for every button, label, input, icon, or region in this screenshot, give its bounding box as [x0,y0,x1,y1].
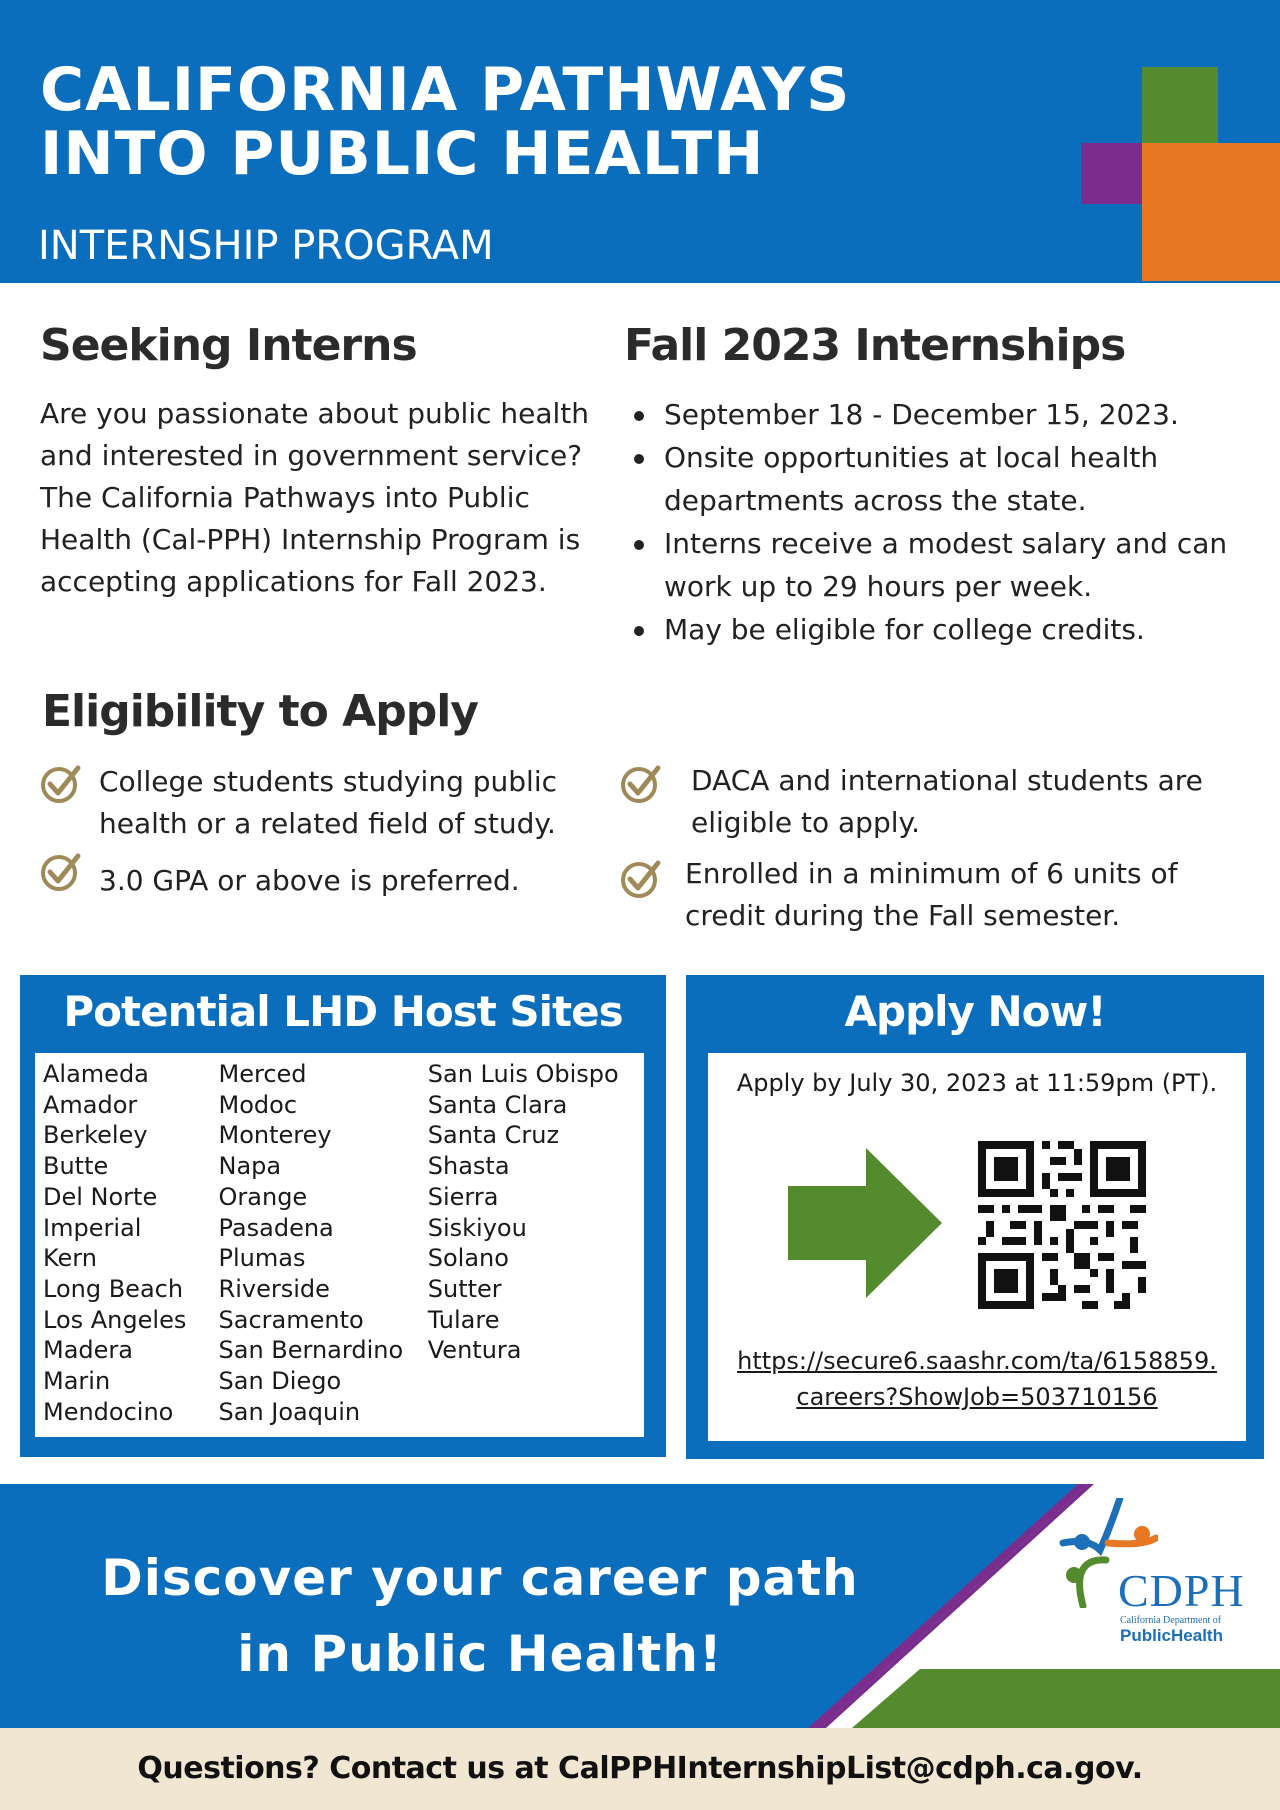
list-item: Pasadena [218,1213,334,1242]
list-item: Orange [218,1182,308,1211]
seeking-interns-body: Are you passionate about public health and interested in government service? The California Pathways into Public Health (Cal-PPH) Internship Program is accepting applications for Fall 2023. [40,397,590,598]
eligibility-item: Enrolled in a minimum of 6 units of credit during the Fall semester. [685,857,1178,932]
list-item: Amador [43,1090,138,1119]
logo-public-health: PublicHealth [1120,1626,1223,1645]
list-item: San Bernardino [218,1336,404,1365]
logo-department: California Department of [1120,1615,1222,1626]
title-line-1: CALIFORNIA PATHWAYS [40,55,851,125]
list-item [634,393,1254,436]
list-item: Plumas [218,1244,306,1273]
list-item [634,608,1254,651]
title-line-2: INTO PUBLIC HEALTH [40,119,765,189]
header-banner [0,0,1280,283]
apply-now-box [686,975,1264,1459]
eligibility-heading: Eligibility to Apply [42,686,478,737]
fall-item-text: September 18 - December 15, 2023. [664,398,1179,431]
eligibility-item: 3.0 GPA or above is preferred. [99,864,520,897]
banner-line-2: in Public Health! [237,1625,723,1683]
contact-bar[interactable]: Questions? Contact us at CalPPHInternshipList@cdph.ca.gov. [0,1728,1280,1810]
list-item: Madera [43,1336,133,1365]
host-sites-column-3 [428,1059,636,1431]
list-item [634,436,1254,522]
list-item: Sacramento [218,1305,364,1334]
fall-item-text: Interns receive a modest salary and can work up to 29 hours per week. [664,527,1228,603]
host-sites-box [20,975,666,1457]
list-item: Mendocino [43,1397,174,1426]
list-item: Santa Cruz [427,1121,560,1150]
list-item: Siskiyou [427,1213,527,1242]
list-item: San Luis Obispo [427,1060,619,1088]
apply-deadline: Apply by July 30, 2023 at 11:59pm (PT). [736,1069,1218,1097]
list-item: Long Beach [43,1274,184,1303]
fall-internships-list [634,393,1254,651]
apply-link-line-2[interactable]: careers?ShowJob=503710156 [796,1383,1158,1411]
list-item: Sutter [427,1274,502,1303]
list-item: Ventura [427,1336,522,1365]
list-item: Santa Clara [427,1090,568,1119]
apply-link[interactable] [708,1343,1246,1415]
list-item: Marin [43,1367,111,1396]
bullet-icon [634,454,644,464]
list-item: Modoc [218,1090,298,1119]
apply-now-panel [708,1053,1246,1441]
page-subtitle: INTERNSHIP PROGRAM [38,223,494,269]
logo-wordmark: CDPH [1118,1565,1245,1616]
eligibility-item: College students studying public health or a related field of study. [99,765,557,840]
host-sites-heading: Potential LHD Host Sites [63,987,623,1036]
list-item: Butte [43,1152,109,1181]
fall-internships-heading: Fall 2023 Internships [624,320,1126,371]
list-item: San Diego [218,1367,342,1396]
checkmark-icon [40,850,82,892]
apply-now-heading: Apply Now! [844,987,1106,1036]
banner-line-1: Discover your career path [101,1549,859,1607]
host-sites-list [35,1053,644,1437]
list-item: Solano [427,1244,509,1273]
page-title [40,55,851,189]
fall-item-text: May be eligible for college credits. [664,613,1145,646]
host-sites-column-1 [43,1059,219,1431]
list-item: Sierra [427,1182,499,1211]
checkmark-icon [40,762,82,804]
checkmark-icon [620,857,662,899]
qr-code-icon[interactable] [978,1141,1146,1309]
apply-link-line-1[interactable]: https://secure6.saashr.com/ta/6158859. [737,1347,1217,1375]
bullet-icon [634,540,644,550]
arrow-right-icon [788,1148,942,1298]
cdph-logo [1058,1498,1258,1648]
list-item [634,522,1254,608]
list-item: Del Norte [43,1182,158,1211]
bullet-icon [634,411,644,421]
list-item: San Joaquin [218,1397,361,1426]
decorative-green-square [1142,67,1218,143]
list-item: Imperial [43,1213,142,1242]
list-item: Tulare [427,1305,500,1334]
banner-tagline [60,1540,900,1692]
list-item: Monterey [218,1121,332,1150]
list-item: Berkeley [43,1121,148,1150]
list-item: Napa [218,1152,282,1181]
list-item: Shasta [427,1152,510,1181]
host-sites-column-2 [219,1059,428,1431]
checkmark-icon [620,762,662,804]
seeking-interns-heading: Seeking Interns [40,320,417,371]
bullet-icon [634,626,644,636]
eligibility-item: DACA and international students are eligible to apply. [691,764,1203,839]
decorative-orange-square [1142,143,1280,281]
list-item: Merced [218,1060,307,1088]
list-item: Riverside [218,1274,330,1303]
list-item: Kern [43,1244,97,1273]
list-item: Los Angeles [43,1305,187,1334]
fall-item-text: Onsite opportunities at local health departments across the state. [664,441,1159,517]
footer-banner [0,1484,1280,1728]
decorative-purple-square [1081,143,1143,204]
list-item: Alameda [43,1060,149,1088]
